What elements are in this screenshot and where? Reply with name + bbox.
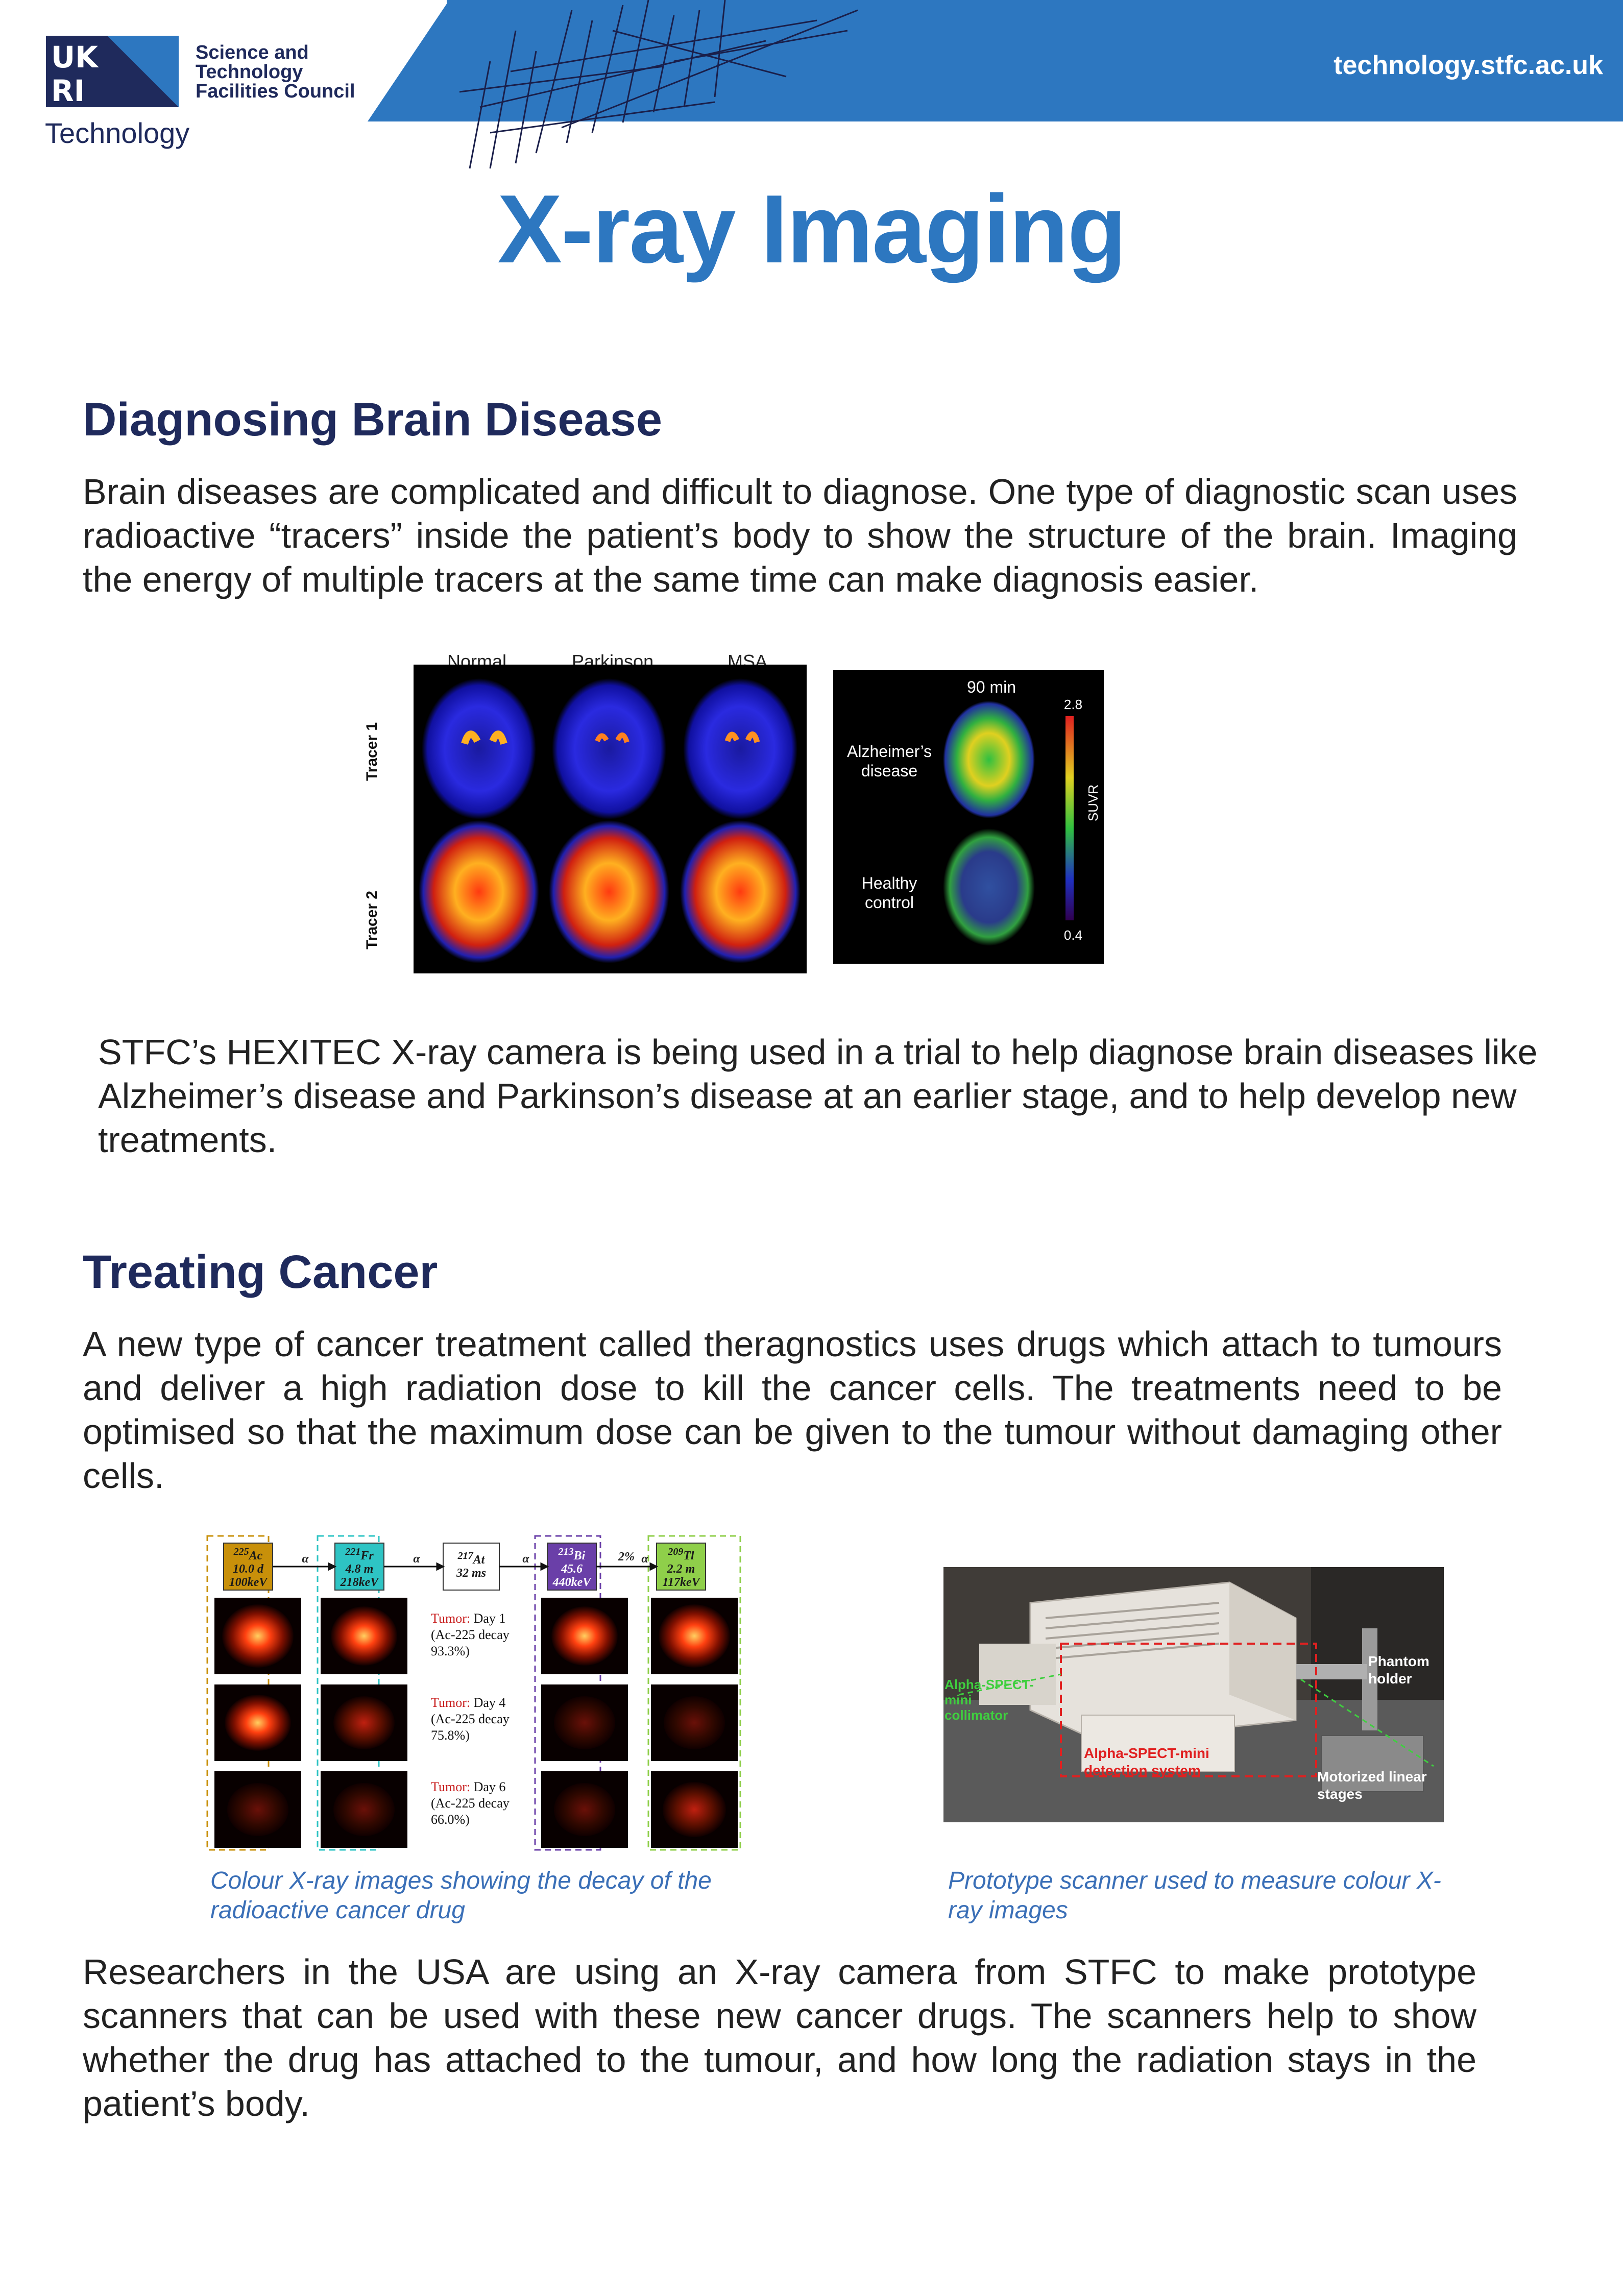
tumor-text: Day 4 (Ac-225 decay 75.8%) bbox=[431, 1695, 510, 1743]
section-heading-brain: Diagnosing Brain Disease bbox=[83, 394, 662, 446]
tumor-note-day4 bbox=[431, 1695, 533, 1744]
isotope-bi213 bbox=[547, 1545, 596, 1589]
isotope-symbol: Fr bbox=[360, 1549, 374, 1562]
isotope-half-life: 4.8 m bbox=[345, 1562, 374, 1576]
organisation-name bbox=[196, 43, 364, 101]
isotope-half-life: 2.2 m bbox=[667, 1562, 695, 1576]
label-healthy: Healthy control bbox=[861, 874, 917, 912]
scanner-photo bbox=[943, 1567, 1444, 1822]
alzheimers-scan-panel bbox=[833, 670, 1104, 964]
decay-chain-figure bbox=[204, 1534, 745, 1853]
isotope-half-life: 10.0 d bbox=[233, 1562, 263, 1576]
tracer2-scans bbox=[419, 820, 801, 963]
alpha-label-1: α bbox=[302, 1552, 309, 1566]
cancer-paragraph-1: A new type of cancer treatment called theragnostics uses drugs which attach to tumours and deliver a high radiation dose to kill the cancer cells. The treatments need to be optimised so that the maximum dose can be given to the tumour without damaging other cells. bbox=[83, 1324, 1502, 1496]
isotope-energy: 440keV bbox=[552, 1576, 591, 1589]
isotope-mass: 225 bbox=[233, 1546, 249, 1557]
isotope-symbol: At bbox=[473, 1553, 485, 1567]
row-tracer-2: Tracer 2 bbox=[364, 890, 380, 949]
page-title: X-ray Imaging bbox=[497, 175, 1126, 283]
isotope-mass: 217 bbox=[457, 1550, 473, 1561]
alzheimers-scan-images bbox=[833, 670, 1104, 964]
label-detection-system: Alpha-SPECT-mini detection system bbox=[1084, 1745, 1209, 1778]
section-heading-cancer: Treating Cancer bbox=[83, 1246, 438, 1298]
row-tracer-1: Tracer 1 bbox=[364, 722, 380, 781]
division-label: Technology bbox=[45, 117, 190, 149]
isotope-ac225 bbox=[224, 1545, 273, 1589]
column-normal: Normal bbox=[447, 651, 507, 672]
scale-max: 2.8 bbox=[1063, 697, 1083, 712]
tumor-text: Day 1 (Ac-225 decay 93.3%) bbox=[431, 1611, 510, 1658]
isotope-mass: 209 bbox=[668, 1546, 684, 1557]
isotope-half-life: 45.6 bbox=[561, 1562, 583, 1576]
tumor-text: Day 6 (Ac-225 decay 66.0%) bbox=[431, 1779, 510, 1827]
alpha-label-4: α bbox=[641, 1552, 648, 1566]
isotope-energy: 100keV bbox=[229, 1576, 268, 1589]
brain-paragraph-1: Brain diseases are complicated and difficult to diagnose. One type of diagnostic scan uses radioactive “tracers” inside the patient’s body to show the structure of the brain. Imaging the energy of multiple tracers at the same time can make diagnosis easier. bbox=[83, 472, 1517, 599]
isotope-at217 bbox=[443, 1549, 499, 1580]
label-phantom-holder: Phantom holder bbox=[1368, 1653, 1430, 1687]
alpha-label-3: α bbox=[522, 1552, 529, 1566]
label-collimator: Alpha-SPECT-mini collimator bbox=[944, 1677, 1034, 1723]
caption-prototype-scanner: Prototype scanner used to measure colour X-ray images bbox=[948, 1867, 1441, 1924]
column-parkinson: Parkinson bbox=[572, 651, 654, 672]
scale-min: 0.4 bbox=[1063, 927, 1083, 943]
isotope-half-life: 32 ms bbox=[456, 1567, 486, 1580]
isotope-fr221 bbox=[335, 1545, 384, 1589]
isotope-symbol: Ac bbox=[249, 1549, 263, 1562]
column-msa: MSA bbox=[728, 651, 768, 672]
ukri-logo-icon bbox=[46, 36, 179, 107]
label-alzheimers: Alzheimer’s disease bbox=[847, 742, 932, 780]
scan-time: 90 min bbox=[966, 678, 1016, 696]
caption-decay-images: Colour X-ray images showing the decay of the radioactive cancer drug bbox=[210, 1867, 712, 1924]
isotope-symbol: Tl bbox=[683, 1549, 694, 1562]
org-line-2: Technology bbox=[196, 61, 303, 83]
label-motorized-stages: Motorized linear stages bbox=[1317, 1769, 1427, 1802]
isotope-tl209 bbox=[657, 1545, 706, 1589]
tracer1-scans bbox=[422, 678, 797, 819]
tumor-label: Tumor: bbox=[431, 1695, 471, 1710]
isotope-energy: 117keV bbox=[662, 1576, 700, 1589]
brain-paragraph-2: STFC’s HEXITEC X-ray camera is being used in a trial to help diagnose brain diseases like Alzheimer’s disease and Parkinson’s disease at an earlier stage, and to help develop new treatments. bbox=[98, 1032, 1538, 1160]
alpha-label-2: α bbox=[413, 1552, 420, 1566]
branch-label: 2% bbox=[618, 1550, 635, 1564]
tumor-note-day1 bbox=[431, 1610, 533, 1659]
scale-label: SUVR bbox=[1085, 784, 1101, 822]
cancer-paragraph-2: Researchers in the USA are using an X-ray camera from STFC to make prototype scanners that can be used with these new cancer drugs. The scanners help to show whether the drug has attached to the tumour, and how long the radiation stays in the patient’s body. bbox=[83, 1952, 1476, 2123]
header-line-pattern bbox=[459, 0, 878, 174]
tumor-label: Tumor: bbox=[431, 1779, 471, 1794]
tumor-note-day6 bbox=[431, 1779, 533, 1828]
isotope-mass: 221 bbox=[345, 1546, 361, 1557]
isotope-mass: 213 bbox=[558, 1546, 574, 1557]
svg-text:UK: UK bbox=[51, 40, 99, 75]
header-slant bbox=[368, 0, 449, 121]
org-line-3: Facilities Council bbox=[196, 81, 355, 102]
tumor-label: Tumor: bbox=[431, 1611, 471, 1626]
brain-scan-grid bbox=[414, 665, 807, 973]
isotope-energy: 218keV bbox=[340, 1576, 379, 1589]
website-url[interactable]: technology.stfc.ac.uk bbox=[1334, 51, 1603, 80]
svg-text:RI: RI bbox=[51, 74, 85, 107]
isotope-symbol: Bi bbox=[573, 1549, 586, 1562]
org-line-1: Science and bbox=[196, 42, 309, 63]
